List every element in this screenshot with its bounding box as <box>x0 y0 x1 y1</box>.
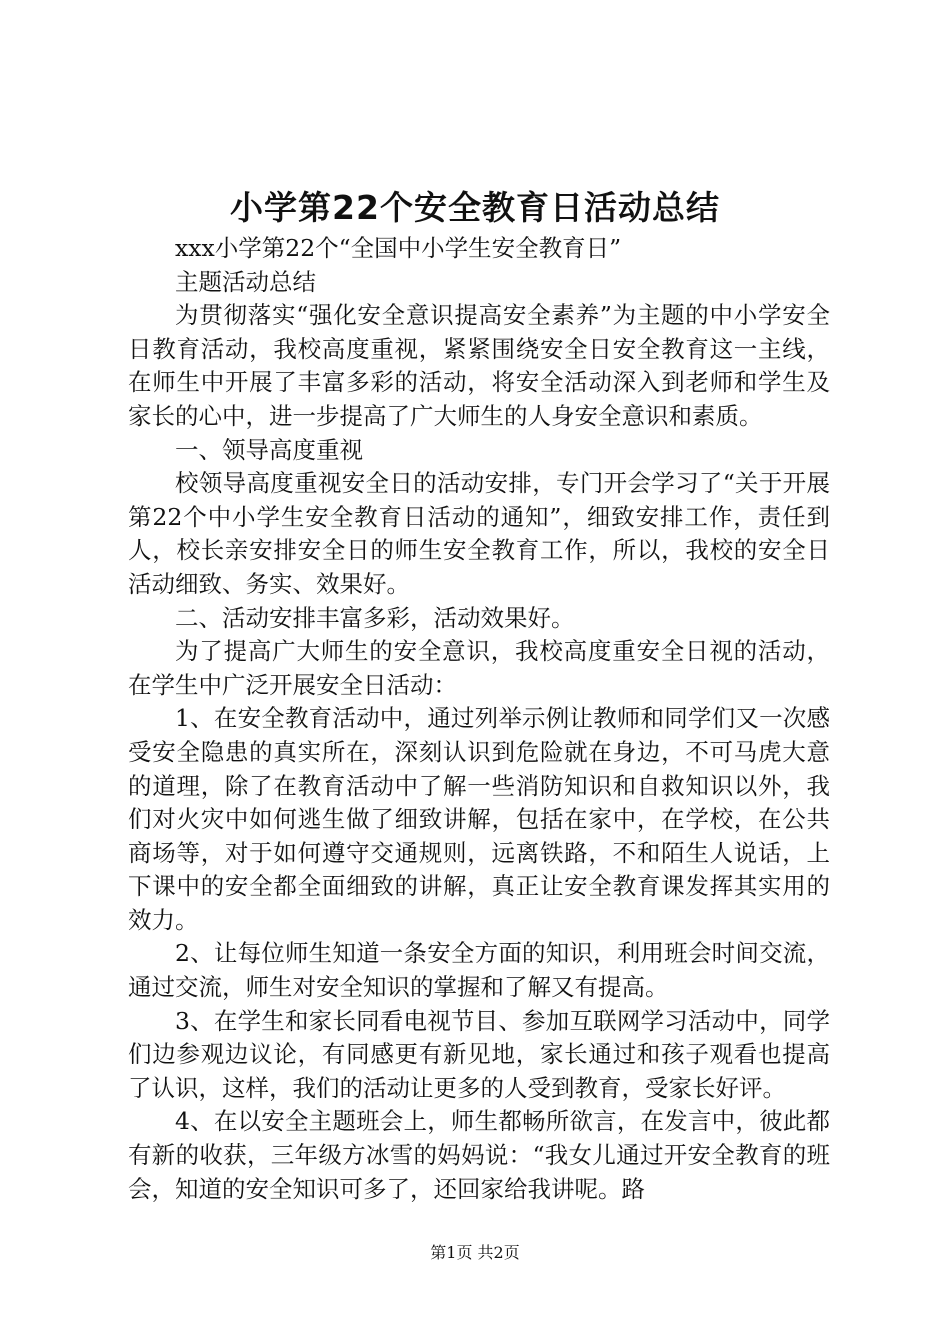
paragraph-item-3: 3、在学生和家长同看电视节目、参加互联网学习活动中，同学们边参观边议论，有同感更有新见地，家长通过和孩子观看也提高了认识，这样，我们的活动让更多的人受到教育，受家长好评。 <box>128 1006 830 1102</box>
paragraph-leadership: 校领导高度重视安全日的活动安排，专门开会学习了“关于开展第22个中小学生安全教育日活动的通知”，细致安排工作，责任到人，校长亲安排安全日的师生安全教育工作，所以，我校的安全日活动细致、务实、效果好。 <box>128 469 830 598</box>
document-title: 小学第22个安全教育日活动总结 <box>230 188 720 227</box>
page-footer: 第1页 共2页 <box>430 1243 520 1262</box>
paragraph-item-4: 4、在以安全主题班会上，师生都畅所欲言，在发言中，彼此都有新的收获，三年级方冰雪的妈妈说：“我女儿通过开安全教育的班会，知道的安全知识可多了，还回家给我讲呢。路 <box>128 1107 830 1203</box>
paragraph-item-1: 1、在安全教育活动中，通过列举示例让教师和同学们又一次感受安全隐患的真实所在，深刻认识到危险就在身边，不可马虎大意的道理，除了在教育活动中了解一些消防知识和自救知识以外，我们对火灾中如何逃生做了细致讲解，包括在家中，在学校，在公共商场等，对于如何遵守交通规则，远离铁路，不和陌生人说话，上下课中的安全都全面细致的讲解，真正让安全教育课发挥其实用的效力。 <box>128 704 830 934</box>
paragraph-intro: 为贯彻落实“强化安全意识提高安全素养”为主题的中小学安全日教育活动，我校高度重视，紧紧围绕安全日安全教育这一主线，在师生中开展了丰富多彩的活动，将安全活动深入到老师和学生及家长的心中，进一步提高了广大师生的人身安全意识和素质。 <box>128 301 830 430</box>
section-heading-activities: 二、活动安排丰富多彩，活动效果好。 <box>175 603 575 632</box>
paragraph-subtitle: 主题活动总结 <box>175 267 316 296</box>
paragraph-school-heading: xxx小学第22个“全国中小学生安全教育日” <box>175 234 622 262</box>
paragraph-activities-intro: 为了提高广大师生的安全意识，我校高度重安全日视的活动，在学生中广泛开展安全日活动： <box>128 637 830 699</box>
document-body <box>128 232 830 1206</box>
section-heading-leadership: 一、领导高度重视 <box>175 435 363 464</box>
paragraph-item-2: 2、让每位师生知道一条安全方面的知识，利用班会时间交流，通过交流，师生对安全知识的掌握和了解又有提高。 <box>128 939 830 1002</box>
